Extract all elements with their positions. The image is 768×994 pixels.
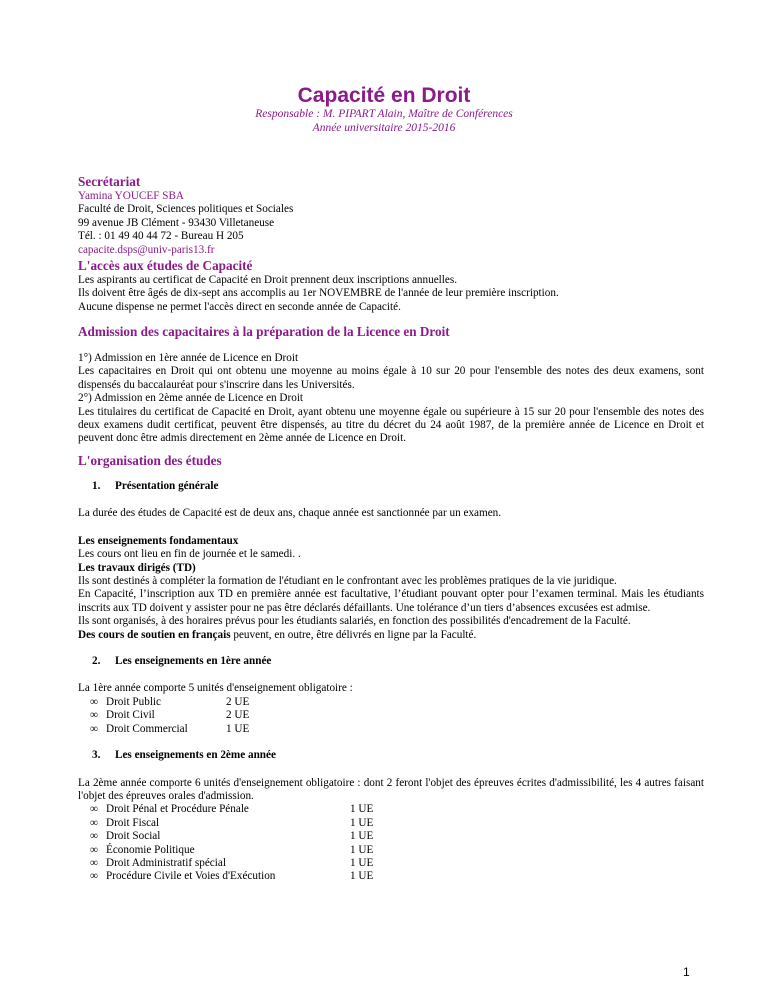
admission-heading: Admission des capacitaires à la préparation de la Licence en Droit xyxy=(78,324,450,339)
list-item xyxy=(78,870,704,883)
subsection-1-number: 1. xyxy=(92,480,101,492)
course-units: 1 UE xyxy=(226,722,250,735)
infinity-bullet-icon: ∞ xyxy=(90,722,98,735)
list-item xyxy=(78,723,704,736)
section-organisation xyxy=(78,453,704,884)
page-number: 1 xyxy=(683,965,690,979)
fondamentaux-heading: Les enseignements fondamentaux xyxy=(78,534,239,547)
course-label: Procédure Civile et Voies d'Exécution xyxy=(106,870,276,883)
year2-list xyxy=(78,803,704,883)
course-units: 2 UE xyxy=(226,709,250,722)
infinity-bullet-icon: ∞ xyxy=(90,709,98,722)
list-item xyxy=(78,817,704,830)
course-units: 1 UE xyxy=(350,843,374,856)
course-label: Droit Administratif spécial xyxy=(106,856,226,869)
td-paragraph: En Capacité, l’inscription aux TD en première année est facultative, l’étudiant pouvant opter pour l’examen terminal. Mais les étudiants inscrits aux TD doivent y assister pour ne pas être déclarés défaillants. Une tolérance d’un tiers d’absences excusées est admise. xyxy=(78,588,704,614)
acces-heading: L'accès aux études de Capacité xyxy=(78,258,253,273)
course-label: Économie Politique xyxy=(106,843,195,856)
secretariat-name: Yamina YOUCEF SBA xyxy=(78,190,184,202)
course-units: 2 UE xyxy=(226,695,250,708)
list-item xyxy=(78,709,704,722)
secretariat-faculty: Faculté de Droit, Sciences politiques et Sociales xyxy=(78,203,294,216)
td-line-1: Ils sont destinés à compléter la formation de l'étudiant en le confrontant avec les problèmes pratiques de la vie juridique. xyxy=(78,575,617,588)
soutien-rest: peuvent, en outre, être délivrés en ligne par la Faculté. xyxy=(230,628,477,641)
course-label: Droit Commercial xyxy=(106,722,188,735)
course-label: Droit Social xyxy=(106,830,161,843)
acces-line-2: Ils doivent être âgés de dix-sept ans accomplis au 1er NOVEMBRE de l'année de leur première inscription. xyxy=(78,287,559,300)
infinity-bullet-icon: ∞ xyxy=(90,843,98,856)
section-admission xyxy=(78,324,704,446)
acces-line-1: Les aspirants au certificat de Capacité en Droit prennent deux inscriptions annuelles. xyxy=(78,274,457,286)
subtitle-year: Année universitaire 2015-2016 xyxy=(312,121,456,134)
year1-list xyxy=(78,696,704,736)
infinity-bullet-icon: ∞ xyxy=(90,816,98,829)
section-acces xyxy=(78,258,704,314)
secretariat-phone: Tél. : 01 49 40 44 72 - Bureau H 205 xyxy=(78,230,244,243)
infinity-bullet-icon: ∞ xyxy=(90,695,98,708)
course-units: 1 UE xyxy=(350,856,374,869)
fondamentaux-text: Les cours ont lieu en fin de journée et le samedi. . xyxy=(78,548,301,561)
course-label: Droit Pénal et Procédure Pénale xyxy=(106,803,249,816)
course-label: Droit Public xyxy=(106,695,162,708)
subsection-3-number: 3. xyxy=(92,749,101,762)
infinity-bullet-icon: ∞ xyxy=(90,803,98,816)
year2-intro: La 2ème année comporte 6 unités d'enseignement obligatoire : dont 2 feront l'objet des épreuves écrites d'admissibilité, les 4 autres faisant l'objet des épreuves orales d'admission. xyxy=(78,776,704,802)
td-horaires: Ils sont organisés, à des horaires prévus pour les étudiants salariés, en fonction des possibilités d'encadrement de la Faculté. xyxy=(78,615,631,628)
page-subtitle xyxy=(0,108,768,135)
organisation-heading: L'organisation des études xyxy=(78,453,222,468)
secretariat-heading: Secrétariat xyxy=(78,174,141,189)
subsection-2-heading xyxy=(78,655,704,668)
subsection-1-title: Présentation générale xyxy=(115,480,219,492)
secretariat-address: 99 avenue JB Clément - 93430 Villetaneuse xyxy=(78,216,275,229)
subsection-3-title: Les enseignements en 2ème année xyxy=(115,749,276,762)
course-units: 1 UE xyxy=(350,870,374,883)
list-item xyxy=(78,857,704,870)
admission-1-text: Les capacitaires en Droit qui ont obtenu une moyenne au moins égale à 10 sur 20 pour l'ensemble des notes des deux examens, sont dispensés du baccalauréat pour s'inscrire dans les Universités. xyxy=(78,365,704,391)
admission-1-title: 1°) Admission en 1ère année de Licence en Droit xyxy=(78,352,299,364)
duree-text: La durée des études de Capacité est de deux ans, chaque année est sanctionnée par un examen. xyxy=(78,507,502,520)
infinity-bullet-icon: ∞ xyxy=(90,870,98,883)
course-units: 1 UE xyxy=(350,803,374,816)
subsection-2-title: Les enseignements en 1ère année xyxy=(115,655,272,668)
section-secretariat xyxy=(78,174,704,257)
course-label: Droit Fiscal xyxy=(106,816,160,829)
soutien-line xyxy=(78,629,704,642)
course-units: 1 UE xyxy=(350,816,374,829)
secretariat-email-link[interactable]: capacite.dsps@univ-paris13.fr xyxy=(78,243,215,256)
soutien-bold: Des cours de soutien en français xyxy=(78,628,231,641)
course-units: 1 UE xyxy=(350,830,374,843)
admission-2-text: Les titulaires du certificat de Capacité en Droit, ayant obtenu une moyenne égale ou supérieure à 15 sur 20 pour l'ensemble des notes des deux examens dudit certificat, peuvent être dispensés, au titre du décret du 24 août 1987, de la première année de Licence en Droit et peuvent donc être admis directement en 2ème année de Licence en Droit. xyxy=(78,405,704,445)
list-item xyxy=(78,830,704,843)
subsection-2-number: 2. xyxy=(92,655,101,668)
subtitle-responsable: Responsable : M. PIPART Alain, Maître de Conférences xyxy=(255,108,513,120)
subsection-3-heading xyxy=(78,749,704,762)
list-item xyxy=(78,803,704,816)
td-heading: Les travaux dirigés (TD) xyxy=(78,561,196,574)
list-item xyxy=(78,696,704,709)
course-label: Droit Civil xyxy=(106,709,155,722)
page-title: Capacité en Droit xyxy=(297,84,471,107)
admission-2-title: 2°) Admission en 2ème année de Licence en Droit xyxy=(78,392,304,405)
subsection-1-heading xyxy=(78,480,704,493)
list-item xyxy=(78,844,704,857)
year1-intro: La 1ère année comporte 5 unités d'enseignement obligatoire : xyxy=(78,682,353,695)
acces-line-3: Aucune dispense ne permet l'accès direct en seconde année de Capacité. xyxy=(78,300,401,313)
infinity-bullet-icon: ∞ xyxy=(90,830,98,843)
infinity-bullet-icon: ∞ xyxy=(90,856,98,869)
